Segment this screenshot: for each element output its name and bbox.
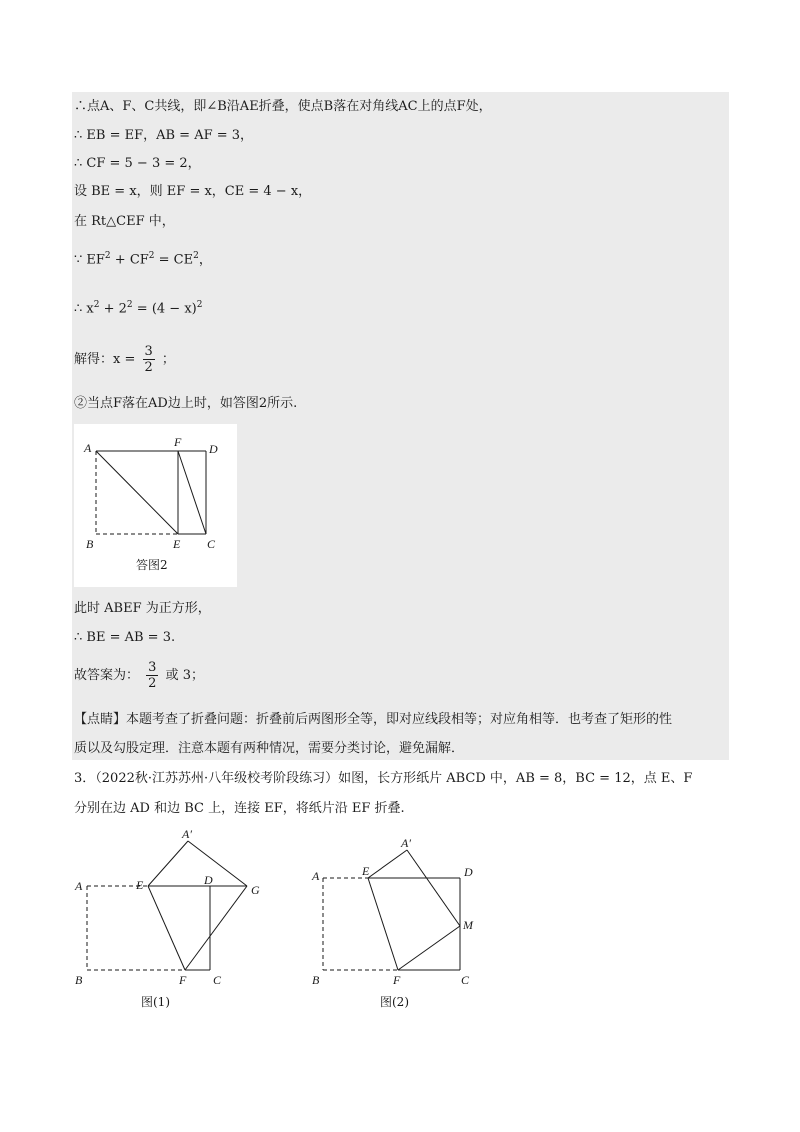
problem-3-line-2: 分别在边 AD 和边 BC 上，连接 EF，将纸片沿 EF 折叠.	[74, 801, 405, 816]
eq-part: = (4 − x)	[132, 301, 197, 317]
fraction-numerator: 3	[148, 660, 157, 675]
label-b: B	[86, 537, 94, 551]
solution-line-2: ∴ EB = EF，AB = AF = 3，	[74, 128, 254, 143]
label-c: C	[213, 973, 222, 987]
label-a: A	[312, 869, 320, 883]
solution-line-9: ②当点F落在AD边上时，如答图2所示.	[74, 396, 298, 411]
figure-2	[300, 828, 520, 1018]
label-f: F	[174, 435, 182, 449]
eq-part: 解得：x =	[74, 352, 136, 367]
superscript: 2	[126, 300, 133, 310]
eq-part: + 2	[99, 301, 127, 317]
label-a: A	[84, 441, 92, 455]
eq-part: = CE	[154, 252, 194, 268]
eq-part: ∴ x	[74, 301, 94, 317]
label-b: B	[312, 973, 320, 987]
label-a-prime: A′	[182, 828, 192, 841]
problem-3-line-1: 3．（2022秋·江苏苏州·八年级校考阶段练习）如图，长方形纸片 ABCD 中，AB = 8，BC = 12，点 E、F	[74, 771, 693, 786]
eq-part: ；	[161, 352, 175, 367]
eq-part: ∵ EF	[74, 252, 105, 268]
fraction	[143, 344, 155, 375]
label-m: M	[463, 918, 473, 932]
label-b: B	[75, 973, 83, 987]
solution-line-3: ∴ CF = 5 − 3 = 2，	[74, 156, 201, 171]
label-d: D	[204, 873, 213, 887]
superscript: 2	[196, 300, 203, 310]
label-g: G	[251, 883, 260, 897]
segment-ea1	[148, 841, 188, 886]
fraction-numerator: 3	[144, 344, 153, 359]
figure-caption: 图(1)	[141, 995, 170, 1009]
label-e: E	[136, 878, 144, 892]
segment-ea1	[368, 850, 407, 878]
solution-line-4: 设 BE = x，则 EF = x，CE = 4 − x，	[74, 184, 312, 199]
label-e: E	[173, 537, 181, 551]
label-a-prime: A′	[401, 836, 411, 850]
eq-part: + CF	[110, 252, 149, 268]
eq-part: 故答案为：	[74, 668, 140, 683]
segment-a1m	[407, 850, 460, 926]
label-f: F	[179, 973, 187, 987]
fraction	[146, 660, 158, 691]
note-line-1: 【点睛】本题考查了折叠问题：折叠前后两图形全等，即对应线段相等；对应角相等．也考查了矩形的性	[74, 712, 673, 727]
superscript: 2	[104, 251, 111, 261]
fraction-denominator: 2	[144, 360, 153, 375]
solution-line-8	[74, 344, 175, 375]
solution-line-11: ∴ BE = AB = 3.	[74, 630, 176, 645]
solution-line-12	[74, 660, 204, 691]
fraction-denominator: 2	[148, 676, 157, 691]
label-d: D	[209, 442, 218, 456]
label-e: E	[362, 864, 370, 878]
solution-line-10: 此时 ABEF 为正方形，	[74, 601, 211, 616]
label-c: C	[461, 973, 470, 987]
label-a: A	[75, 879, 83, 893]
solution-line-6	[74, 247, 212, 269]
fold-line-ef	[368, 878, 398, 970]
fold-line-ef	[148, 886, 185, 970]
segment-gf	[185, 886, 247, 970]
solution-line-5: 在 Rt△CEF 中，	[74, 214, 175, 229]
eq-part: 或 3；	[165, 668, 204, 683]
fold-line-ae	[96, 451, 178, 534]
label-d: D	[464, 865, 473, 879]
figure-1	[60, 828, 280, 1018]
segment-mf	[398, 926, 460, 970]
eq-part: ，	[198, 252, 212, 268]
label-c: C	[207, 537, 216, 551]
segment-a1g	[188, 841, 247, 886]
note-line-2: 质以及勾股定理．注意本题有两种情况，需要分类讨论，避免漏解．	[74, 741, 465, 756]
figure-caption: 答图2	[136, 558, 168, 572]
superscript: 2	[148, 251, 155, 261]
superscript: 2	[193, 251, 199, 261]
solution-line-7	[74, 296, 202, 318]
segment-fc	[178, 451, 206, 534]
answer-figure-2	[74, 424, 237, 587]
superscript: 2	[93, 300, 100, 310]
solution-line-1: ∴点A、F、C共线，即∠B沿AE折叠，使点B落在对角线AC上的点F处，	[74, 99, 492, 114]
answer-figure-2-panel	[74, 424, 237, 587]
figure-caption: 图(2)	[380, 995, 409, 1009]
label-f: F	[393, 973, 401, 987]
